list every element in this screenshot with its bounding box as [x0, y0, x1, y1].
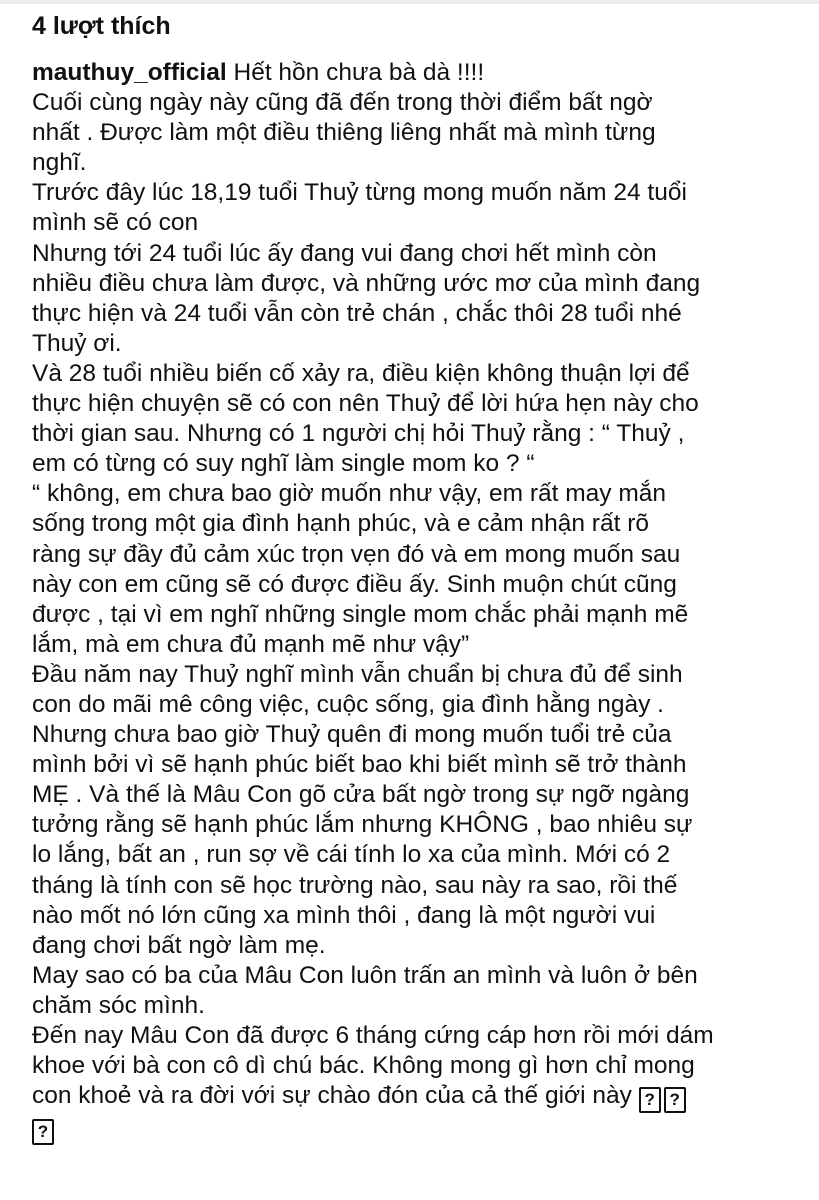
emoji-group	[639, 1081, 686, 1113]
caption-line: tháng là tính con sẽ học trường nào, sau này ra sao, rồi thế	[32, 871, 678, 899]
caption-line: thực hiện chuyện sẽ có con nên Thuỷ để lời hứa hẹn này cho	[32, 390, 699, 418]
caption-line: nghĩ.	[32, 149, 87, 177]
caption-line: nhất . Được làm một điều thiêng liêng nhất mà mình từng	[32, 119, 656, 147]
top-divider	[0, 0, 819, 4]
caption-line: Trước đây lúc 18,19 tuổi Thuỷ từng mong muốn năm 24 tuổi	[32, 179, 687, 207]
caption-first-line	[32, 58, 802, 88]
likes-count[interactable]: 4 lượt thích	[32, 12, 171, 40]
post-caption	[32, 58, 802, 1145]
caption-line: con do mãi mê công việc, cuộc sống, gia đình hằng ngày .	[32, 690, 664, 718]
caption-line: này con em cũng sẽ có được điều ấy. Sinh muộn chút cũng	[32, 570, 677, 598]
caption-line: Đầu năm nay Thuỷ nghĩ mình vẫn chuẩn bị chưa đủ để sinh	[32, 660, 683, 688]
caption-last-line	[32, 1081, 802, 1113]
caption-line: sống trong một gia đình hạnh phúc, và e cảm nhận rất rõ	[32, 510, 649, 538]
caption-first-line-text: Hết hồn chưa bà dà !!!!	[226, 59, 485, 86]
caption-emoji-line	[32, 1113, 802, 1145]
caption-line: Nhưng chưa bao giờ Thuỷ quên đi mong muốn tuổi trẻ của	[32, 721, 672, 749]
username-link[interactable]: mauthuy_official	[32, 59, 227, 86]
caption-line: khoe với bà con cô dì chú bác. Không mong gì hơn chỉ mong	[32, 1052, 695, 1080]
missing-glyph-icon: ?	[664, 1087, 686, 1113]
caption-line: được , tại vì em nghĩ những single mom chắc phải mạnh mẽ	[32, 600, 689, 628]
caption-line: “ không, em chưa bao giờ muốn như vậy, em rất may mắn	[32, 480, 666, 508]
caption-line: Đến nay Mâu Con đã được 6 tháng cứng cáp hơn rồi mới dám	[32, 1022, 714, 1049]
caption-line: Và 28 tuổi nhiều biến cố xảy ra, điều kiện không thuận lợi để	[32, 359, 690, 387]
caption-line: đang chơi bất ngờ làm mẹ.	[32, 931, 326, 959]
caption-line: tưởng rằng sẽ hạnh phúc lắm nhưng KHÔNG , bao nhiêu sự	[32, 811, 693, 839]
caption-line: lắm, mà em chưa đủ mạnh mẽ như vậy”	[32, 630, 470, 658]
caption-line: Cuối cùng ngày này cũng đã đến trong thời điểm bất ngờ	[32, 89, 653, 117]
caption-line: em có từng có suy nghĩ làm single mom ko ? “	[32, 450, 535, 478]
caption-line: Thuỷ ơi.	[32, 329, 122, 357]
caption-line-text: con khoẻ và ra đời với sự chào đón của cả thế giới này	[32, 1082, 632, 1110]
caption-line: May sao có ba của Mâu Con luôn trấn an mình và luôn ở bên	[32, 961, 698, 989]
caption-line: MẸ . Và thế là Mâu Con gõ cửa bất ngờ trong sự ngỡ ngàng	[32, 781, 690, 809]
caption-line: thời gian sau. Nhưng có 1 người chị hỏi Thuỷ rằng : “ Thuỷ ,	[32, 420, 685, 448]
caption-line: ràng sự đầy đủ cảm xúc trọn vẹn đó và em mong muốn sau	[32, 540, 681, 568]
instagram-post-caption-panel	[32, 8, 802, 1145]
missing-glyph-icon: ?	[32, 1119, 54, 1145]
caption-line: mình bởi vì sẽ hạnh phúc biết bao khi biết mình sẽ trở thành	[32, 751, 687, 779]
caption-line: nhiều điều chưa làm được, và những ước mơ của mình đang	[32, 269, 701, 297]
caption-line: mình sẽ có con	[32, 209, 199, 237]
caption-line: lo lắng, bất an , run sợ về cái tính lo xa của mình. Mới có 2	[32, 841, 671, 869]
missing-glyph-icon: ?	[639, 1087, 661, 1113]
caption-line: nào mốt nó lớn cũng xa mình thôi , đang là một người vui	[32, 901, 656, 929]
caption-line: thực hiện và 24 tuổi vẫn còn trẻ chán , chắc thôi 28 tuổi nhé	[32, 299, 682, 327]
caption-line: chăm sóc mình.	[32, 991, 205, 1019]
caption-line: Nhưng tới 24 tuổi lúc ấy đang vui đang chơi hết mình còn	[32, 239, 657, 267]
